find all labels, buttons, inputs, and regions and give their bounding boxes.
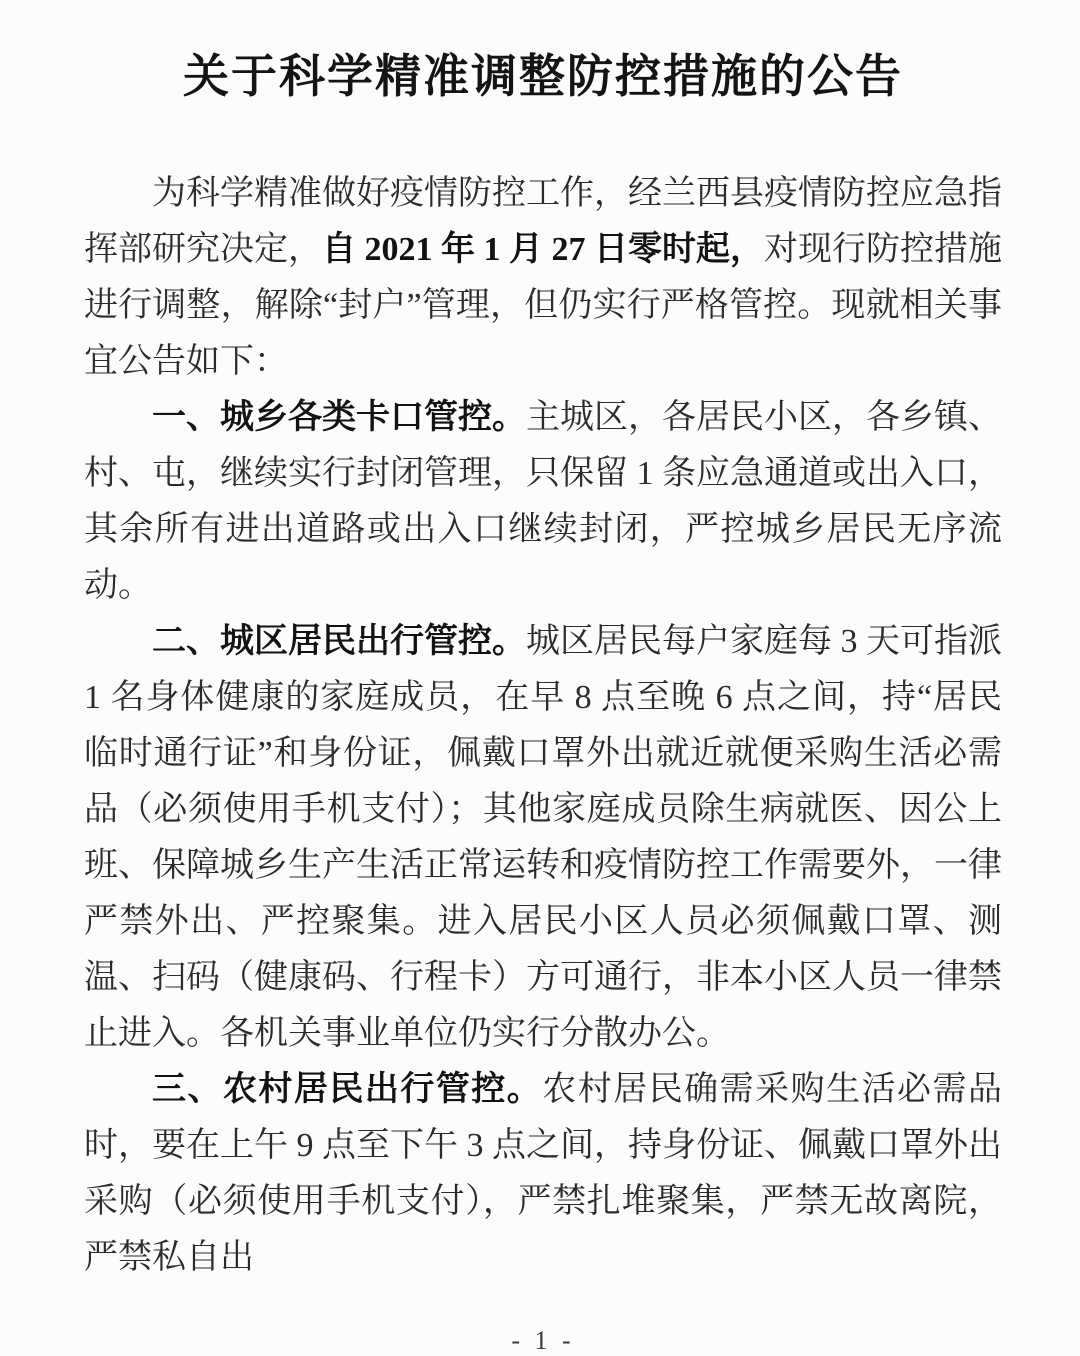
text-run: 为科学精准做好疫情防控工作，经兰西县疫情防控应急指挥部研究决定， [84, 175, 1002, 268]
page-title: 关于科学精准调整防控措施的公告 [183, 51, 903, 102]
bold-text-run: 二、城区居民出行管控。 [152, 623, 526, 660]
bold-text-run: 三、农村居民出行管控。 [152, 1071, 543, 1108]
paragraph [84, 1062, 1002, 1286]
document-body [84, 166, 1002, 1286]
text-run: 城区居民每户家庭每 3 天可指派 1 名身体健康的家庭成员，在早 8 点至晚 6 点之间，持“居民临时通行证”和身份证，佩戴口罩外出就近就便采购生活必需品（必须使用手机支付）；其他家庭成员除生病就医、因公上班、保障城乡生产生活正常运转和疫情防控工作需要外，一律严禁外出、严控聚集。进入居民小区人员必须佩戴口罩、测温、扫码（健康码、行程卡）方可通行，非本小区人员一律禁止进入。各机关事业单位仍实行分散办公。 [84, 623, 1002, 1052]
paragraph [84, 166, 1002, 390]
bold-text-run: 一、城乡各类卡口管控。 [152, 399, 526, 436]
text-run: 主城区，各居民小区，各乡镇、村、屯，继续实行封闭管理，只保留 1 条应急通道或出入口，其余所有进出道路或出入口继续封闭，严控城乡居民无序流动。 [84, 399, 1002, 604]
page-number: - 1 - [511, 1326, 575, 1355]
paragraph [84, 390, 1002, 614]
text-run: 农村居民确需采购生活必需品时，要在上午 9 点至下午 3 点之间，持身份证、佩戴口罩外出采购（必须使用手机支付），严禁扎堆聚集，严禁无故离院，严禁私自出 [84, 1071, 1003, 1276]
text-run: 对现行防控措施进行调整，解除“封户”管理，但仍实行严格管控。现就相关事宜公告如下： [84, 231, 1002, 380]
bold-text-run: 自 2021 年 1 月 27 日零时起， [322, 231, 764, 268]
paragraph [84, 614, 1002, 1062]
